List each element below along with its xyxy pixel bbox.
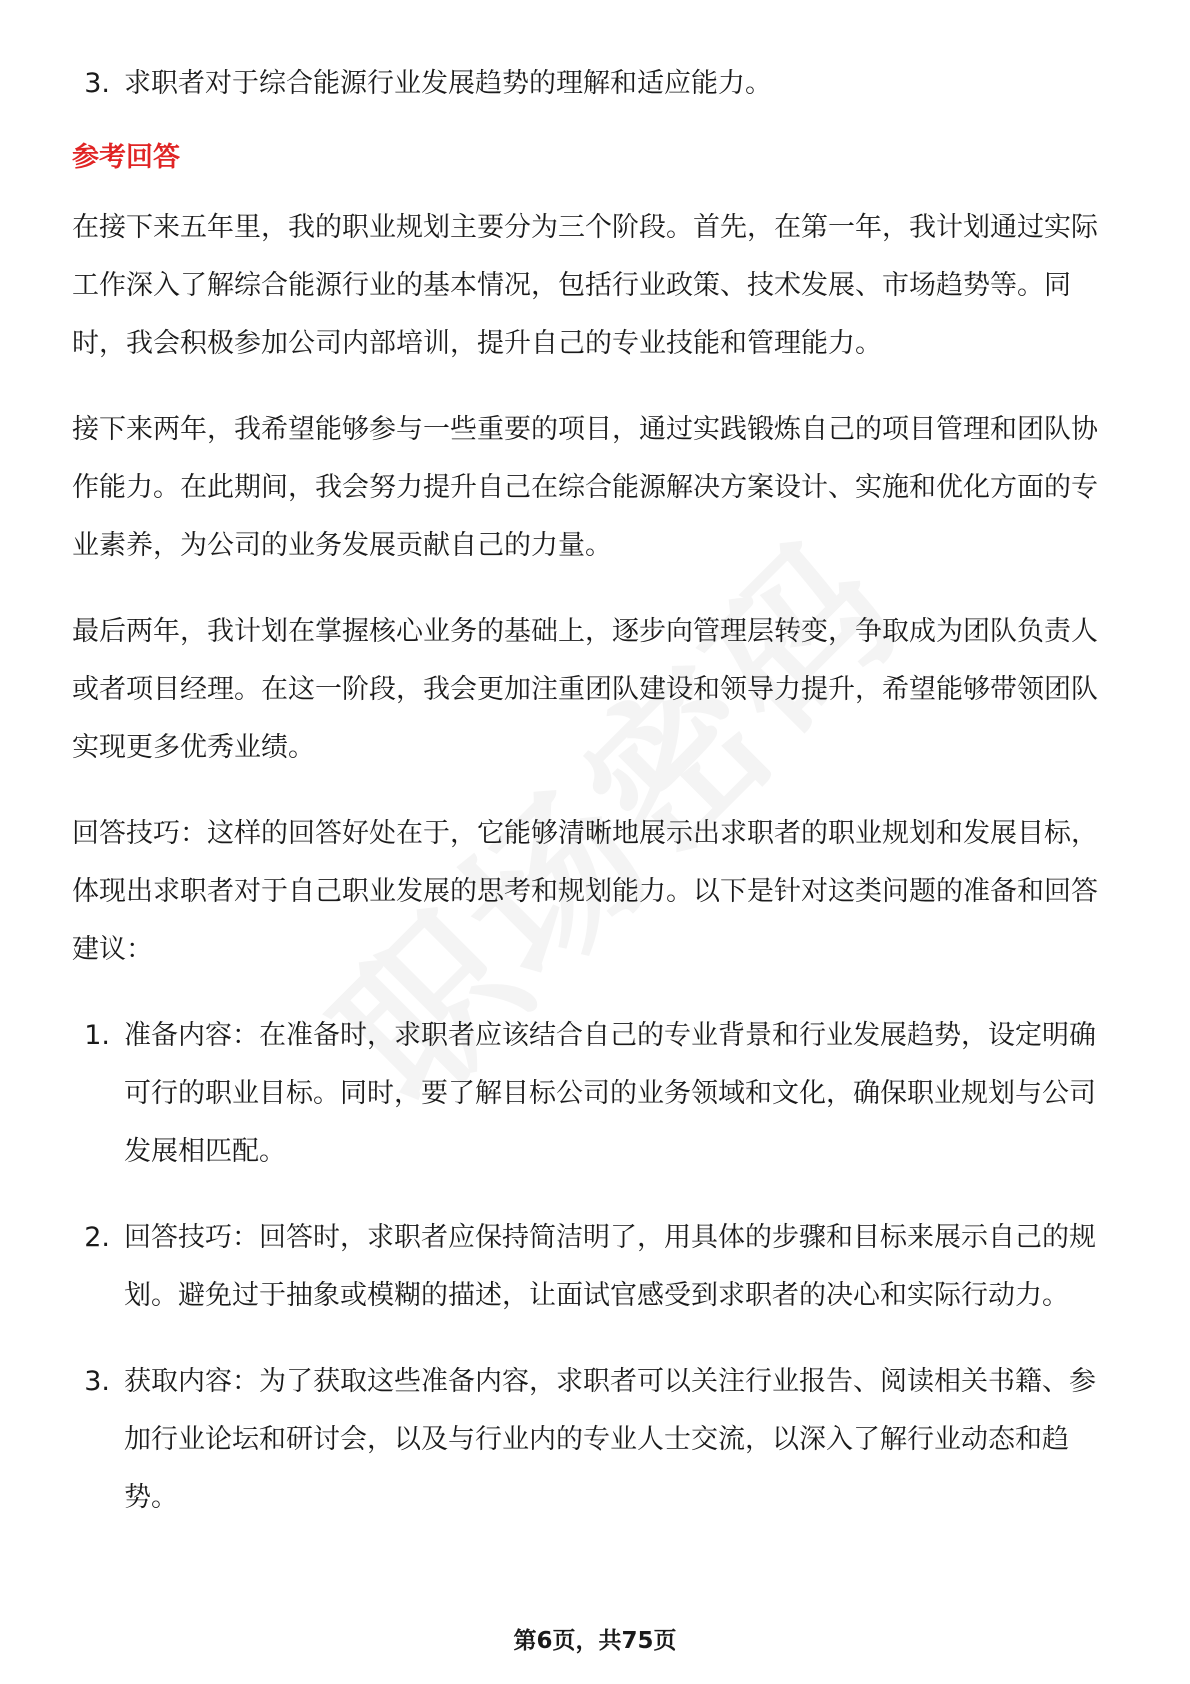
list-number: 3. xyxy=(84,68,110,99)
list-item xyxy=(72,1209,1122,1325)
list-text: 获取内容：为了获取这些准备内容，求职者可以关注行业报告、阅读相关书籍、参加行业论坛和研讨会，以及与行业内的专业人士交流，以深入了解行业动态和趋势。 xyxy=(124,1366,1096,1513)
list-item xyxy=(72,1007,1122,1181)
question-point-item xyxy=(72,55,1122,113)
section-heading: 参考回答 xyxy=(72,142,180,173)
answer-paragraph-3: 最后两年，我计划在掌握核心业务的基础上，逐步向管理层转变，争取成为团队负责人或者项目经理。在这一阶段，我会更加注重团队建设和领导力提升，希望能够带领团队实现更多优秀业绩。 xyxy=(72,616,1098,763)
list-text: 回答技巧：回答时，求职者应保持简洁明了，用具体的步骤和目标来展示自己的规划。避免过于抽象或模糊的描述，让面试官感受到求职者的决心和实际行动力。 xyxy=(124,1222,1096,1311)
list-number: 1. xyxy=(84,1020,110,1051)
tips-paragraph: 回答技巧：这样的回答好处在于，它能够清晰地展示出求职者的职业规划和发展目标，体现出求职者对于自己职业发展的思考和规划能力。以下是针对这类问题的准备和回答建议： xyxy=(72,818,1098,965)
document-body xyxy=(72,48,1122,1527)
answer-paragraph-2: 接下来两年，我希望能够参与一些重要的项目，通过实践锻炼自己的项目管理和团队协作能力。在此期间，我会努力提升自己在综合能源解决方案设计、实施和优化方面的专业素养，为公司的业务发展贡献自己的力量。 xyxy=(72,414,1098,561)
list-item xyxy=(72,1353,1122,1527)
page-number-footer: 第6页，共75页 xyxy=(513,1628,677,1654)
list-text: 求职者对于综合能源行业发展趋势的理解和适应能力。 xyxy=(124,68,772,99)
answer-paragraph-1: 在接下来五年里，我的职业规划主要分为三个阶段。首先，在第一年，我计划通过实际工作深入了解综合能源行业的基本情况，包括行业政策、技术发展、市场趋势等。同时，我会积极参加公司内部培训，提升自己的专业技能和管理能力。 xyxy=(72,212,1098,359)
list-number: 3. xyxy=(84,1366,110,1397)
list-text: 准备内容：在准备时，求职者应该结合自己的专业背景和行业发展趋势，设定明确可行的职业目标。同时，要了解目标公司的业务领域和文化，确保职业规划与公司发展相匹配。 xyxy=(124,1020,1096,1167)
list-number: 2. xyxy=(84,1222,110,1253)
